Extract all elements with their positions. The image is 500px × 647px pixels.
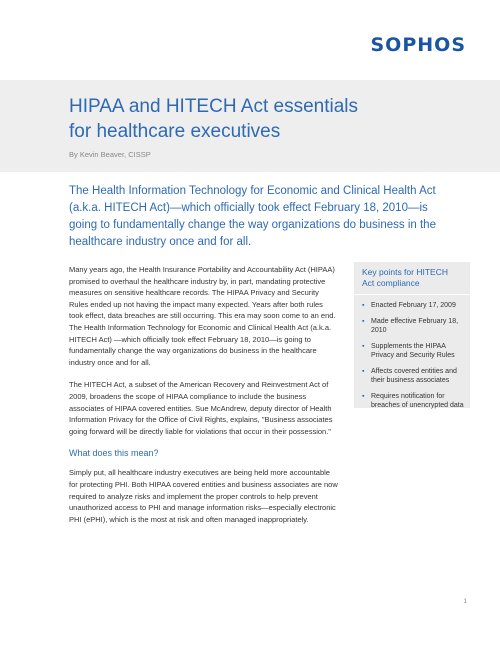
key-point-item xyxy=(362,342,464,361)
author-byline: By Kevin Beaver, CISSP xyxy=(69,150,151,159)
key-point-item xyxy=(362,367,464,386)
section-heading: What does this mean? xyxy=(69,448,159,459)
body-paragraph-2: The HITECH Act, a subset of the American Recovery and Reinvestment Act of 2009, broadens the scope of HIPAA compliance to include the business associates of HIPAA covered entities. Sue McAndrew, deputy director of Health Information Privacy for the Office of Civil Rights, explains, "Business associates going forward will be directly liable for violations that occur in their possession." xyxy=(69,380,333,436)
key-point-text: Made effective February 18, 2010 xyxy=(371,317,459,334)
key-point-text: Enacted February 17, 2009 xyxy=(371,302,456,309)
sophos-logo: SOPHOS xyxy=(370,34,466,56)
bullet-icon: ▪ xyxy=(362,342,365,350)
title-line-2: for healthcare executives xyxy=(69,121,281,142)
key-point-text: Requires notification for breaches of unencrypted data xyxy=(371,392,464,409)
title-line-1: HIPAA and HITECH Act essentials xyxy=(69,96,358,117)
main-column xyxy=(69,264,339,536)
key-point-text: Supplements the HIPAA Privacy and Security Rules xyxy=(371,342,455,359)
page-number: 1 xyxy=(463,598,467,605)
document-title xyxy=(69,94,399,144)
bullet-icon: ▪ xyxy=(362,392,365,400)
key-point-item xyxy=(362,392,464,411)
body-paragraph-1: Many years ago, the Health Insurance Portability and Accountability Act (HIPAA) promised to overhaul the healthcare industry by, in part, mandating protective measures on sensitive healthcare records. The HIPAA Privacy and Security Rules ended up not having the impact many expected. Years after both rules took effect, data breaches are still occurring. This era may soon come to an end. The Health Information Technology for Economic and Clinical Health Act (a.k.a. HITECH Act) —which officially took effect February 18, 2010—is going to fundamentally change the way organizations do business in the healthcare industry once and for all. xyxy=(69,265,336,367)
key-points-sidebar xyxy=(354,262,470,408)
sidebar-title: Key points for HITECH Act compliance xyxy=(354,262,470,295)
key-points-list xyxy=(354,295,470,411)
bullet-icon: ▪ xyxy=(362,317,365,325)
bullet-icon: ▪ xyxy=(362,302,365,309)
key-point-item xyxy=(362,301,464,311)
key-point-text: Affects covered entities and their business associates xyxy=(371,367,457,384)
body-paragraph-3: Simply put, all healthcare industry executives are being held more accountable for protecting PHI. Both HIPAA covered entities and business associates are now required to analyze risks and implement the proper controls to help prevent unauthorized access to PHI and manage information risks—especially electronic PHI (ePHI), which is the most at risk and often managed inappropriately. xyxy=(69,468,338,524)
lead-paragraph: The Health Information Technology for Economic and Clinical Health Act (a.k.a. HITECH Act)—which officially took effect February 18, 2010—is going to fundamentally change the way organizations do business in the healthcare industry once and for all. xyxy=(69,185,436,248)
bullet-icon: ▪ xyxy=(362,367,365,375)
key-point-item xyxy=(362,317,464,336)
